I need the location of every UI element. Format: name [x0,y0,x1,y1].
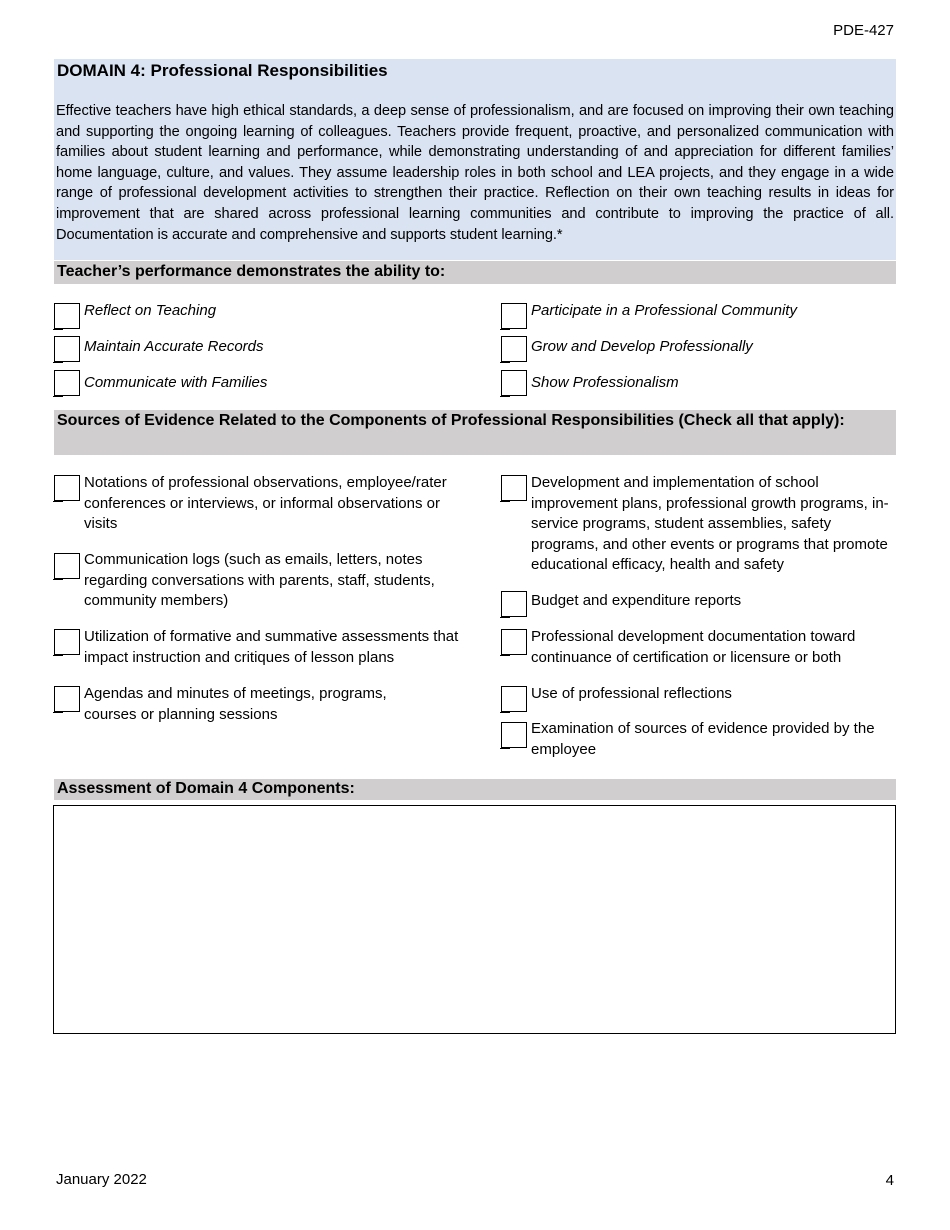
communication-logs-checkbox[interactable] [54,553,80,579]
budget-reports-checkbox[interactable] [501,591,527,617]
reflect-on-teaching-checkbox[interactable] [54,303,80,329]
budget-reports-label: Budget and expenditure reports [531,592,742,609]
performance-heading: Teacher’s performance demonstrates the ability to: [54,261,896,284]
professional-reflections-checkbox[interactable] [501,686,527,712]
assessments-label: Utilization of formative and summative assessments that impact instruction and critiques of lesson plans [84,628,459,666]
school-improvement-plans-checkbox[interactable] [501,475,527,501]
assessment-heading: Assessment of Domain 4 Components: [54,779,896,800]
reflect-on-teaching-label: Reflect on Teaching [84,302,217,319]
maintain-accurate-records-checkbox[interactable] [54,336,80,362]
examination-of-evidence-checkbox[interactable] [501,722,527,748]
communicate-with-families-checkbox[interactable] [54,370,80,396]
show-professionalism-label: Show Professionalism [531,374,679,391]
maintain-accurate-records-label: Maintain Accurate Records [84,338,264,355]
assessment-text-area[interactable] [53,805,896,1034]
grow-develop-professionally-checkbox[interactable] [501,336,527,362]
pd-documentation-checkbox[interactable] [501,629,527,655]
domain-description-block [54,59,896,260]
observations-label: Notations of professional observations, employee/rater conferences or interviews, or informal observations or visits [84,474,447,533]
participate-professional-community-label: Participate in a Professional Community [531,302,797,319]
pd-documentation-label: Professional development documentation toward continuance of certification or licensure or both [531,628,856,666]
communicate-with-families-label: Communicate with Families [84,374,268,391]
footer-date: January 2022 [56,1171,147,1188]
participate-professional-community-checkbox[interactable] [501,303,527,329]
school-improvement-plans-label: Development and implementation of school improvement plans, professional growth programs, in-service programs, student assemblies, safety programs, and other events or programs that promote educational efficacy, health and safety [531,474,889,574]
show-professionalism-checkbox[interactable] [501,370,527,396]
form-code: PDE-427 [833,22,894,39]
grow-develop-professionally-label: Grow and Develop Professionally [531,338,753,355]
domain-description: Effective teachers have high ethical standards, a deep sense of professionalism, and are focused on improving their own teaching and supporting the ongoing learning of colleagues. Teachers provide frequent, proactive, and personalized communication with families about student learning and performance, while demonstrating understanding of and appreciation for different families’ home language, culture, and values. They assume leadership roles in both school and LEA projects, and they engage in a wide range of professional development activities to strengthen their practice. Reflection on their own teaching results in ideas for improvement that are shared across professional learning communities and contribute to improving the practice of all. Documentation is accurate and comprehensive and supports student learning.* [56,103,894,243]
domain-title: DOMAIN 4: Professional Responsibilities [57,61,388,80]
agendas-minutes-label: Agendas and minutes of meetings, programs, courses or planning sessions [84,685,387,723]
page-number: 4 [885,1172,894,1189]
professional-reflections-label: Use of professional reflections [531,685,732,702]
agendas-minutes-checkbox[interactable] [54,686,80,712]
assessments-checkbox[interactable] [54,629,80,655]
communication-logs-label: Communication logs (such as emails, letters, notes regarding conversations with parents, staff, students, community members) [84,551,435,610]
observations-checkbox[interactable] [54,475,80,501]
examination-of-evidence-label: Examination of sources of evidence provided by the employee [531,720,875,758]
sources-heading: Sources of Evidence Related to the Components of Professional Responsibilities (Check all that apply): [54,410,896,455]
